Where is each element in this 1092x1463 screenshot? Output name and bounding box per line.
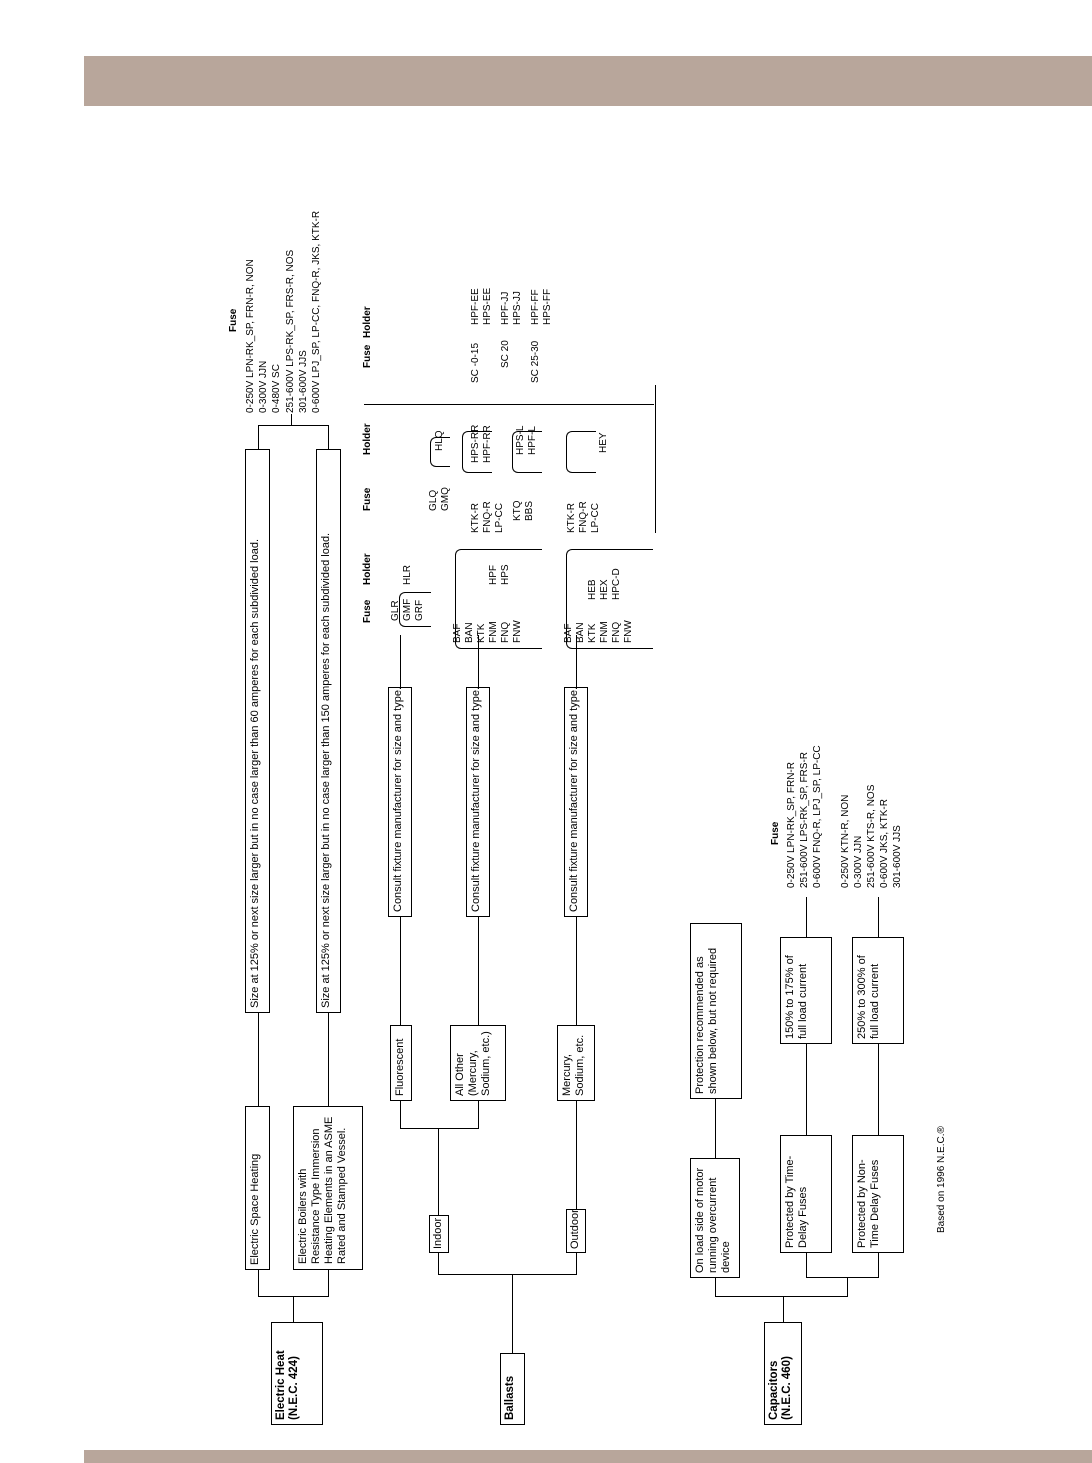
col2-g3-holder-2: HPF-L (527, 426, 538, 455)
col1-g1-fuse-1: GLR (390, 600, 401, 621)
outdoor-box: Outdoor (566, 1209, 586, 1253)
connector (847, 1277, 879, 1278)
connector (438, 1252, 439, 1275)
connector (258, 1296, 329, 1297)
connector (328, 425, 329, 449)
brace (566, 431, 596, 473)
connector (806, 1253, 807, 1278)
col1-g3-fuse-5: FNQ (611, 621, 622, 643)
col2-g2-fuse-2: FNQ-R (482, 501, 493, 533)
pct-150-box: 150% to 175% of full load current (780, 937, 832, 1044)
col1-g1-fuse-2: GMF (402, 598, 413, 621)
footnote: Based on 1996 N.E.C.® (936, 1126, 947, 1233)
col3-row3-holder-2: HPS-FF (542, 288, 553, 325)
heat-fuse-2: 0-300V JJN (258, 360, 269, 413)
col1-g3-fuse-6: FNW (623, 620, 634, 643)
col3-row1-holder-2: HPS-EE (482, 287, 493, 325)
col2-g2-holder-2: HPF-RR (482, 425, 493, 463)
col1-g2-fuse-5: FNQ (500, 621, 511, 643)
connector (258, 1012, 259, 1106)
connector (878, 897, 879, 937)
brace (399, 592, 431, 627)
connector (400, 916, 401, 1025)
connector (576, 1252, 577, 1275)
col3-row1-holder-1: HPF-EE (470, 288, 481, 325)
connector (293, 1296, 294, 1322)
col2-g1-fuse-2: GMQ (440, 487, 451, 511)
col2-holder-header: Holder (362, 423, 373, 455)
connector (478, 1100, 479, 1129)
heat-fuse-3: 0-480V SC (271, 364, 282, 413)
divider (655, 385, 656, 533)
connector (806, 1043, 807, 1135)
connector (478, 916, 479, 1025)
col2-g2-fuse-3: LP-CC (494, 502, 505, 533)
connector (258, 425, 259, 449)
col1-g3-fuse-4: FNM (599, 621, 610, 643)
protection-box: Protection recommended as shown below, but not required (690, 923, 742, 1099)
col3-row2-holder-1: HPF-JJ (500, 291, 511, 325)
col2-g2-fuse-1: KTK-R (470, 503, 481, 533)
capacitors-box: Capacitors (N.E.C. 460) (764, 1322, 802, 1425)
non-time-delay-box: Protected by Non-Time Delay Fuses (852, 1135, 904, 1253)
col1-g3-fuse-2: BAN (575, 622, 586, 643)
connector (806, 897, 807, 937)
col2-g3-fuse-2: BBS (524, 500, 535, 521)
col1-g2-fuse-1: BAF (452, 623, 463, 643)
connector (715, 1277, 716, 1297)
connector (715, 1296, 848, 1297)
col1-g1-holder: HLR (402, 564, 413, 585)
col2-g4-fuse-2: FNQ-R (578, 501, 589, 533)
connector (576, 1100, 577, 1209)
col3-row2-fuse: SC 20 (500, 340, 511, 368)
connector (328, 1012, 329, 1106)
cap-fuse-title: Fuse (770, 821, 781, 845)
connector (400, 1100, 401, 1129)
indoor-box: Indoor (429, 1215, 449, 1253)
col1-holder-header: Holder (362, 553, 373, 585)
connector (576, 916, 577, 1025)
cap-fuse-ntd-2: 0-300V JJN (853, 835, 864, 888)
col1-g2-fuse-6: FNW (512, 620, 523, 643)
col1-g3-fuse-3: KTK (587, 623, 598, 643)
connector (258, 1269, 259, 1297)
connector (512, 1274, 513, 1353)
connector (783, 1296, 784, 1322)
col2-g3-holder-1: HPS-L (515, 425, 526, 455)
cap-fuse-td-1: 0-250V LPN-RK_SP, FRN-R (786, 762, 797, 888)
pct-250-box: 250% to 300% of full load current (852, 937, 904, 1044)
heat-fuse-4: 251-600V LPS-RK_SP, FRS-R, NOS (285, 249, 296, 413)
consult-box-all-other: Consult fixture manufacturer for size and type. (466, 687, 490, 917)
col1-g2-fuse-2: BAN (464, 622, 475, 643)
col1-g2-holder-1: HPF (488, 565, 499, 585)
col1-g1-fuse-3: GRF (414, 599, 425, 621)
col1-g3-fuse-1: BAF (563, 623, 574, 643)
col1-g2-fuse-4: FNM (488, 621, 499, 643)
divider (364, 404, 654, 405)
cap-fuse-ntd-3: 251-600V KTS-R, NOS (866, 784, 877, 888)
col2-g4-fuse-1: KTK-R (566, 503, 577, 533)
col2-g1-holder: HLQ (434, 430, 445, 451)
col1-g2-fuse-3: KTK (476, 623, 487, 643)
col3-row2-holder-2: HPS-JJ (512, 291, 523, 325)
col2-g3-fuse-1: KTQ (512, 500, 523, 521)
col2-g1-fuse-1: GLQ (428, 489, 439, 511)
heat-fuse-1: 0-250V LPN-RK_SP, FRN-R, NON (245, 259, 256, 413)
connector (878, 1253, 879, 1278)
electric-heat-box: Electric Heat (N.E.C. 424) (271, 1322, 323, 1425)
electric-boilers-box: Electric Boilers with Resistance Type Immersion Heating Elements in an ASME Rated and Stamped Vessel. (293, 1106, 363, 1270)
connector (400, 635, 401, 687)
col1-g2-holder-2: HPS (500, 564, 511, 585)
connector (291, 414, 292, 426)
consult-box-mercury: Consult fixture manufacturer for size and type. (564, 687, 588, 917)
connector (806, 1277, 848, 1278)
cap-fuse-ntd-4: 0-600V JKS, KTK-R (879, 799, 890, 888)
heat-fuse-5: 301-600V JJS (298, 350, 309, 413)
col3-row3-holder-1: HPF-FF (530, 289, 541, 325)
col3-row3-fuse: SC 25-30 (530, 340, 541, 383)
col2-fuse-header: Fuse (362, 487, 373, 511)
all-other-box: All Other (Mercury, Sodium, etc.) (450, 1025, 506, 1101)
col2-g2-holder-1: HPS-RR (470, 424, 481, 463)
col3-fuse-header: Fuse (362, 344, 373, 368)
brace (455, 549, 542, 649)
connector (438, 1274, 577, 1275)
mercury-box: Mercury, Sodium, etc. (557, 1025, 595, 1101)
size-150-box: Size at 125% or next size larger but in no case larger than 150 amperes for each subdivided load. (316, 449, 341, 1013)
load-side-box: On load side of motor running overcurrent device (690, 1158, 740, 1278)
heat-fuse-title: Fuse (228, 308, 239, 332)
time-delay-box: Protected by Time-Delay Fuses (780, 1135, 832, 1253)
cap-fuse-td-2: 251-600V LPS-RK_SP, FRS-R (799, 752, 810, 888)
col1-g3-holder-1: HEB (587, 579, 598, 600)
size-60-box: Size at 125% or next size larger but in no case larger than 60 amperes for each subdivided load. (245, 449, 270, 1013)
consult-box-fluorescent: Consult fixture manufacturer for size and type. (388, 687, 412, 917)
cap-fuse-ntd-5: 301-600V JJS (892, 825, 903, 888)
cap-fuse-ntd-1: 0-250V KTN-R, NON (840, 794, 851, 888)
col1-fuse-header: Fuse (362, 599, 373, 623)
connector (847, 1277, 848, 1297)
connector (258, 425, 329, 426)
connector (878, 1043, 879, 1135)
heat-fuse-6: 0-600V LPJ_SP, LP-CC, FNQ-R, JKS, KTK-R (311, 210, 322, 413)
connector (438, 1128, 439, 1215)
cap-fuse-td-3: 0-600V FNQ-R, LPJ_SP, LP-CC (812, 745, 823, 888)
col2-g4-holder: HEY (598, 432, 609, 453)
col1-g3-holder-3: HPC-D (611, 568, 622, 600)
connector (400, 1128, 479, 1129)
col3-row1-fuse: SC -0-15 (470, 342, 481, 383)
electric-space-heating-box: Electric Space Heating (245, 1106, 270, 1270)
connector (715, 1098, 716, 1158)
col1-g3-holder-2: HEX (599, 579, 610, 600)
connector (328, 1269, 329, 1297)
fluorescent-box: Fluorescent (390, 1025, 412, 1101)
col2-g4-fuse-3: LP-CC (590, 502, 601, 533)
col3-holder-header: Holder (362, 306, 373, 338)
ballasts-box: Ballasts (500, 1353, 525, 1425)
